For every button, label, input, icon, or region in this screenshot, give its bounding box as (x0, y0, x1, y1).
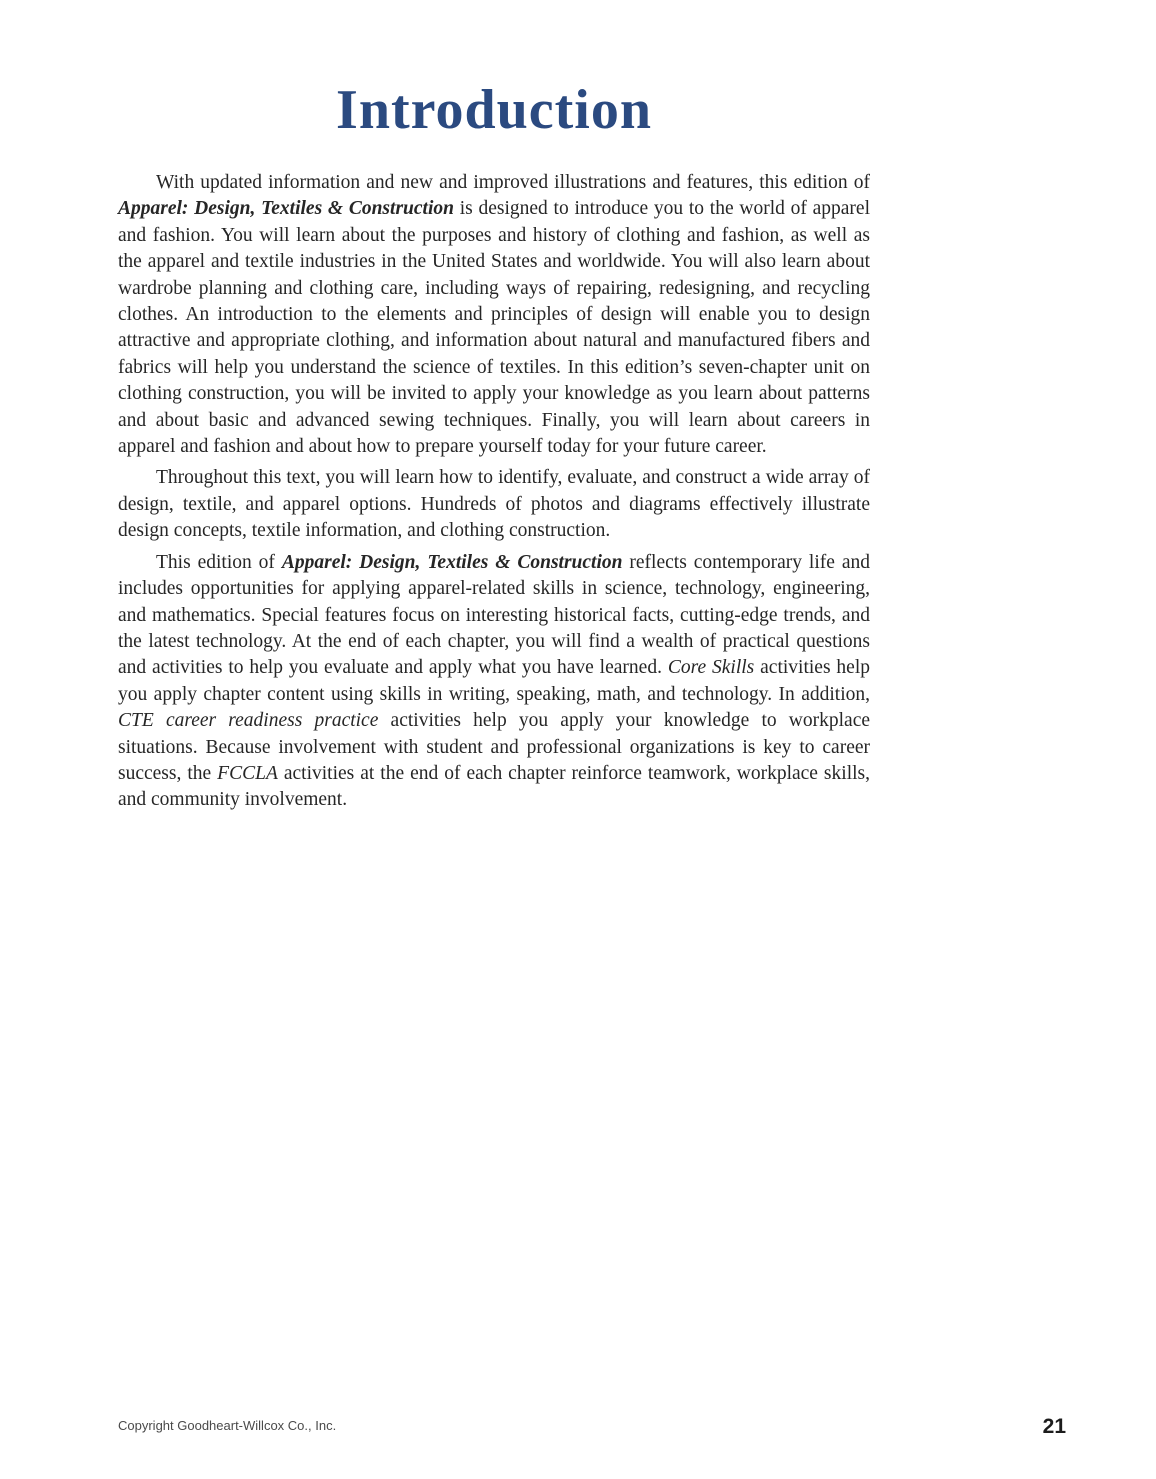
text-column (118, 0, 870, 819)
paragraph-1: With updated information and new and improved illustrations and features, this edition of Apparel: Design, Textiles & Construction is designed to introduce you to the world of apparel and fashion. You will learn about the purposes and history of clothing and fashion, as well as the apparel and textile industries in the United States and worldwide. You will also learn about wardrobe planning and clothing care, including ways of repairing, redesigning, and recycling clothes. An introduction to the elements and principles of design will enable you to design attractive and appropriate clothing, and information about natural and manufactured fibers and fabrics will help you understand the science of textiles. In this edition’s seven-chapter unit on clothing construction, you will be invited to apply your knowledge as you learn about patterns and about basic and advanced sewing techniques. Finally, you will learn about careers in apparel and fashion and about how to prepare yourself today for your future career. (118, 172, 870, 458)
copyright-notice: Copyright Goodheart-Willcox Co., Inc. (118, 1418, 337, 1433)
page-title: Introduction (336, 79, 652, 141)
paragraph-3: This edition of Apparel: Design, Textiles & Construction reflects contemporary life and includes opportunities for applying apparel-related skills in science, technology, engineering, and mathematics. Special features focus on interesting historical facts, cutting-edge trends, and the latest technology. At the end of each chapter, you will find a wealth of practical questions and activities to help you evaluate and apply what you have learned. Core Skills activities help you apply chapter content using skills in writing, speaking, math, and technology. In addition, CTE career readiness practice activities help you apply your knowledge to workplace situations. Because involvement with student and professional organizations is key to career success, the FCCLA activities at the end of each chapter reinforce teamwork, workplace skills, and community involvement. (118, 551, 871, 811)
paragraph-2: Throughout this text, you will learn how to identify, evaluate, and construct a wide array of design, textile, and apparel options. Hundreds of photos and diagrams effectively illustrate design concepts, textile information, and clothing construction. (118, 467, 870, 542)
body-text (118, 170, 870, 814)
page-number: 21 (1042, 1415, 1066, 1438)
